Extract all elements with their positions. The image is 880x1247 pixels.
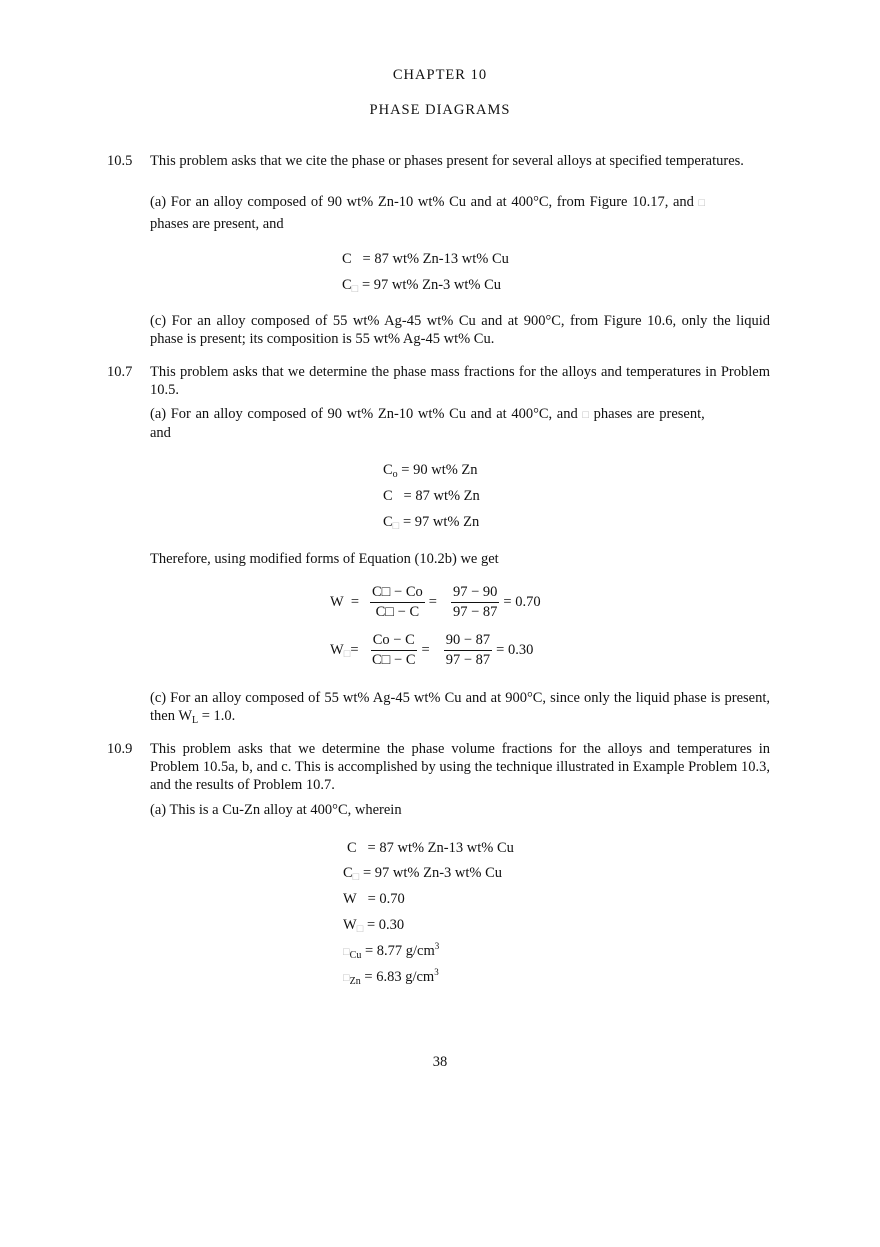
paragraph: (a) For an alloy composed of 90 wt% Zn-10 wt% Cu and at 400°C, and □ phases are present, [150,406,705,422]
paragraph: (c) For an alloy composed of 55 wt% Ag-45 wt% Cu and at 900°C, since only the liquid phase is present, then $W_L = 1.0$. [150,690,770,726]
equation: $C_□ = 97$ wt% Zn-3 wt% Cu [343,865,503,883]
problem-number: 10.7 [107,364,133,380]
equation: C = 87 wt% Zn [383,488,480,504]
paragraph: and [150,425,171,441]
problem-intro: This problem asks that we determine the phase volume fractions for the alloys and temperatures in Problem 10.5a, b, and c. This is accomplished by using the technique illustrated in Example Problem 10.3, and the results of Problem 10.7. [150,741,770,793]
paragraph: (a) For an alloy composed of 90 wt% Zn-10 wt% Cu and at 400°C, from Figure 10.17, and □ [150,194,706,210]
equation: $C_□ = 97$ wt% Zn-3 wt% Cu [342,277,502,295]
equation: $□_{Cu} = 8.77$ $g/cm^3$ [343,941,440,961]
equation: $W_□ = 0.30$ [343,917,405,935]
equation: C = 87 wt% Zn-13 wt% Cu [347,840,514,856]
equation: $□_{Zn} = 6.83$ $g/cm^3$ [343,967,439,987]
problem-intro: This problem asks that we cite the phase or phases present for several alloys at specified temperatures. [150,153,744,169]
paragraph: Therefore, using modified forms of Equation (10.2b) we get [150,551,499,567]
equation: W = 0.70 [343,891,405,907]
problem-number: 10.5 [107,153,133,169]
problem-number: 10.9 [107,741,133,757]
paragraph: phases are present, and [150,216,284,232]
paragraph: (c) For an alloy composed of 55 wt% Ag-45 wt% Cu and at 900°C, from Figure 10.6, only the liquid phase is present; its composition is 55 wt% Ag-45 wt% Cu. [150,313,770,347]
paragraph: (a) This is a Cu-Zn alloy at 400°C, wherein [150,802,402,818]
chapter-number: CHAPTER 10 [392,67,488,83]
equation: $C_□ = 97$ wt% Zn [383,514,480,532]
problem-intro: This problem asks that we determine the phase mass fractions for the alloys and temperatures in Problem 10.5. [150,364,770,398]
equation: $C_o = 90$ wt% Zn [383,462,478,480]
mass-fraction-equation: W = $\frac{C□ - Co}{C□ - C}$ = $\frac{97 - 90}{97 - 87}$ = 0.70 [330,584,541,620]
equation: C = 87 wt% Zn-13 wt% Cu [342,251,509,267]
chapter-title: PHASE DIAGRAMS [369,102,511,118]
page-number: 38 [432,1054,448,1070]
mass-fraction-equation: $W_□=$ $\frac{Co - C}{C□ - C}$ = $\frac{90 - 87}{97 - 87}$ = 0.30 [330,632,534,668]
